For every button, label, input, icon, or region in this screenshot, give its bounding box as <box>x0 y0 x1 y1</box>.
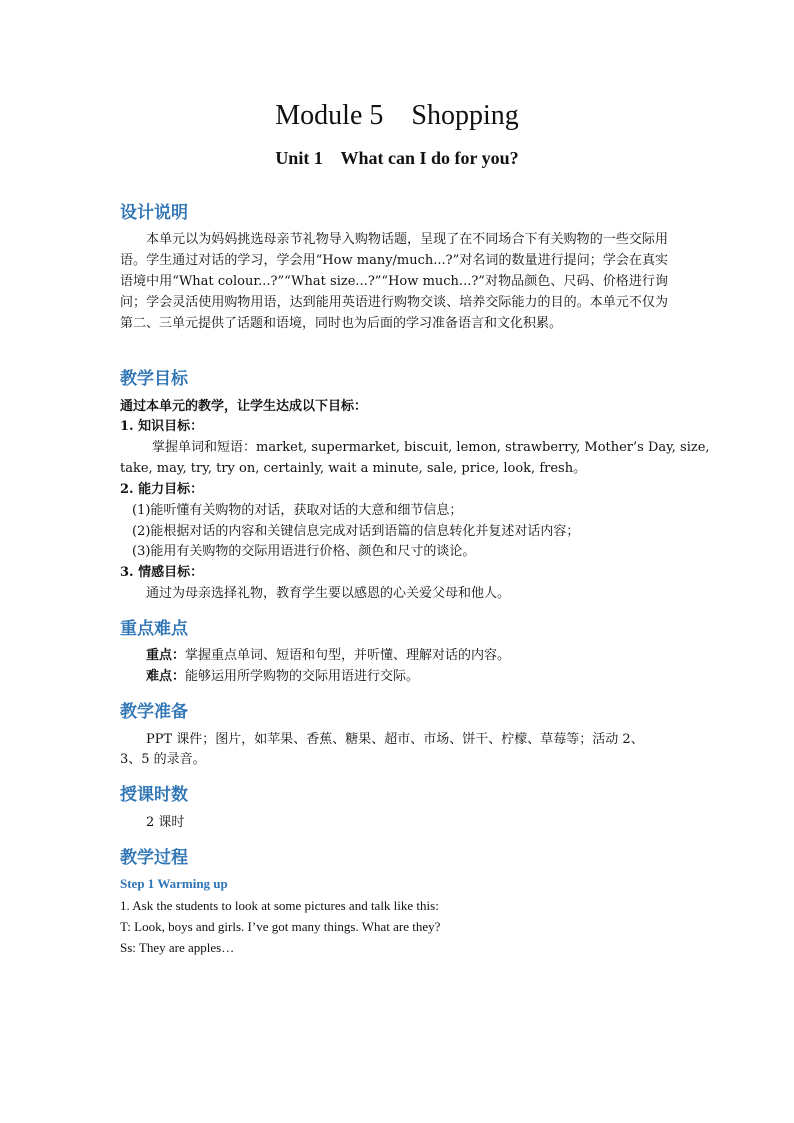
page-subtitle: Unit 1 What can I do for you? <box>275 148 519 168</box>
difficult-point-line <box>146 667 419 687</box>
section-heading-key-points: 重点难点 <box>120 619 188 639</box>
section-heading-goals: 教学目标 <box>120 369 188 389</box>
section-heading-preparation: 教学准备 <box>120 702 188 722</box>
ability-goal-label: 2. 能力目标： <box>120 482 204 497</box>
key-point-text: 掌握重点单词、短语和句型，并听懂、理解对话的内容。 <box>185 648 511 663</box>
page-title: Module 5 Shopping <box>275 100 519 131</box>
knowledge-goal-text-2: take, may, try, try on, certainly, wait a minute, sale, price, look, fresh。 <box>120 461 587 476</box>
section-heading-process: 教学过程 <box>120 848 188 868</box>
process-line: 1. Ask the students to look at some pictures and talk like this: <box>120 898 439 913</box>
process-line: T: Look, boys and girls. I’ve got many things. What are they? <box>120 919 441 934</box>
preparation-text-2: 3、5 的录音。 <box>120 752 206 767</box>
key-point-label: 重点： <box>146 648 186 663</box>
design-text: 本单元以为妈妈挑选母亲节礼物导入购物话题，呈现了在不同场合下有关购物的一些交际用语。学生通过对话的学习，学会用“How many/much...?”对名词的数量进行提问；学会在真实语境中用“What colour...?”“What size...?”“How much...?”对物品颜色、尺码、价格进行询问；学会灵活使用购物用语，达到能用英语进行购物交谈、培养交际能力的目的。本单元不仅为第二、三单元提供了话题和语境，同时也为后面的学习准备语言和文化积累。 <box>120 232 668 331</box>
ability-goal-item: (3)能用有关购物的交际用语进行价格、颜色和尺寸的谈论。 <box>132 544 476 559</box>
design-paragraph <box>120 229 668 334</box>
section-heading-design: 设计说明 <box>120 203 188 223</box>
emotion-goal-label: 3. 情感目标： <box>120 565 204 580</box>
emotion-goal-text: 通过为母亲选择礼物，教育学生要以感恩的心关爱父母和他人。 <box>146 586 511 601</box>
ability-goal-item: (2)能根据对话的内容和关键信息完成对话到语篇的信息转化并复述对话内容； <box>132 524 580 539</box>
process-line: Ss: They are apples… <box>120 940 235 955</box>
difficult-point-label: 难点： <box>146 669 186 684</box>
step-1-heading: Step 1 Warming up <box>120 876 228 891</box>
knowledge-goal-text-1: 掌握单词和短语：market, supermarket, biscuit, lemon, strawberry, Mother’s Day, size, <box>152 440 710 455</box>
key-point-line <box>146 646 510 666</box>
hours-text: 2 课时 <box>146 815 185 830</box>
knowledge-goal-label: 1. 知识目标： <box>120 419 204 434</box>
ability-goal-item: (1)能听懂有关购物的对话，获取对话的大意和细节信息； <box>132 503 463 518</box>
goals-intro: 通过本单元的教学，让学生达成以下目标： <box>120 399 368 414</box>
preparation-text-1: PPT 课件；图片，如苹果、香蕉、糖果、超市、市场、饼干、柠檬、草莓等；活动 2、 <box>146 732 644 747</box>
difficult-point-text: 能够运用所学购物的交际用语进行交际。 <box>185 669 420 684</box>
section-heading-hours: 授课时数 <box>120 785 188 805</box>
